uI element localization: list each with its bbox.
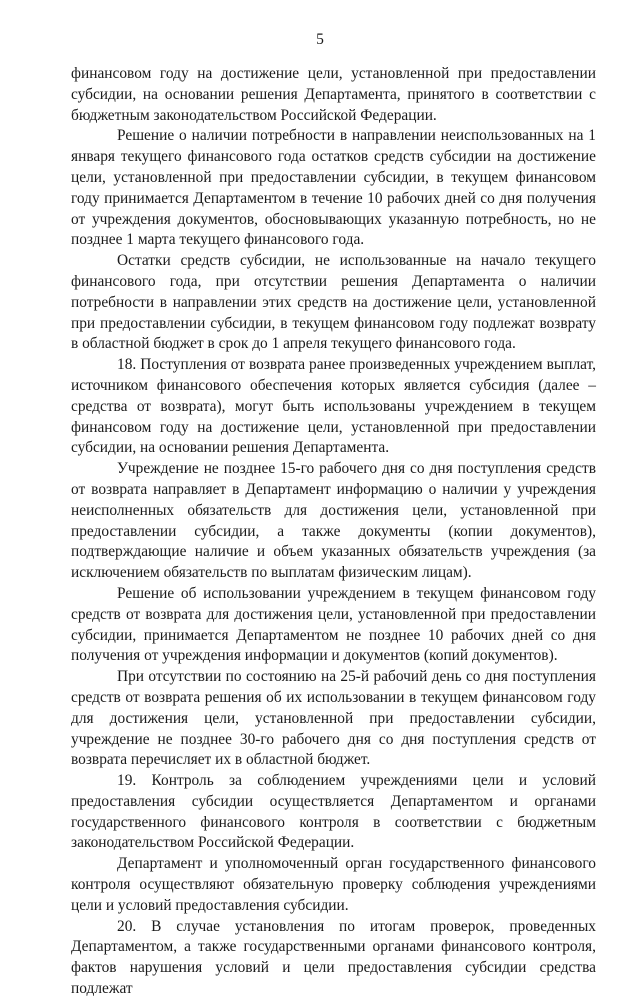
paragraph-clause-19: 19. Контроль за соблюдением учреждениями цели и условий предоставления субсидии осуществляется Департаментом и органами государственного финансового контроля в соответствии с бюджетным законодательством Российской Федерации. <box>71 772 596 852</box>
paragraph-mandatory-audit: Департамент и уполномоченный орган государственного финансового контроля осуществляют обязательную проверку соблюдения учреждениями цели и условий предоставления субсидии. <box>71 855 596 914</box>
paragraph-remainder-decision: Решение о наличии потребности в направлении неиспользованных на 1 января текущего финансового года остатков средств субсидии на достижение цели, установленной при предоставлении субсидии, в текущем финансовом году принимается Департаментом в течение 10 рабочих дней со дня получения от учреждения документов, обосновывающих указанную потребность, но не позднее 1 марта текущего финансового года. <box>71 127 596 249</box>
paragraph-continuation: финансовом году на достижение цели, установленной при предоставлении субсидии, на основании решения Департамента, принятого в соответствии с бюджетным законодательством Российской Федерации. <box>71 65 596 124</box>
paragraph-usage-decision: Решение об использовании учреждением в текущем финансовом году средств от возврата для достижения цели, установленной при предоставлении субсидии, принимается Департаментом не позднее 10 рабочих дней со дня получения от учреждения информации и документов (копий документов). <box>71 584 596 665</box>
paragraph-unused-balance-return: Остатки средств субсидии, не использованные на начало текущего финансового года, при отсутствии решения Департамента о наличии потребности в направлении этих средств на достижение цели, установленной при предоставлении субсидии, в текущем финансовом году подлежат возврату в областной бюджет в срок до 1 апреля текущего финансового года. <box>71 252 596 353</box>
paragraph-clause-18: 18. Поступления от возврата ранее произведенных учреждением выплат, источником финансового обеспечения которых является субсидия (далее – средства от возврата), могут быть использованы учреждением в текущем финансовом году на достижение цели, установленной при предоставлении субсидии, на основании решения Департамента. <box>71 356 596 457</box>
document-body <box>71 64 596 1000</box>
paragraph-institution-notice: Учреждение не позднее 15-го рабочего дня со дня поступления средств от возврата направляет в Департамент информацию о наличии у учреждения неисполненных обязательств для достижения цели, установленной при предоставлении субсидии, а также документы (копии документов), подтверждающие наличие и объем указанных обязательств учреждения (за исключением обязательств по выплатам физическим лицам). <box>71 460 596 582</box>
page-number: 5 <box>316 31 324 48</box>
paragraph-absence-of-decision: При отсутствии по состоянию на 25-й рабочий день со дня поступления средств от возврата решения об их использовании в текущем финансовом году для достижения цели, установленной при предоставлении субсидии, учреждение не позднее 30-го рабочего дня со дня поступления средств от возврата перечисляет их в областной бюджет. <box>71 668 596 769</box>
paragraph-clause-20: 20. В случае установления по итогам проверок, проведенных Департаментом, а также государственными органами финансового контроля, фактов нарушения условий и цели предоставления субсидии средства подлежат <box>71 917 596 998</box>
